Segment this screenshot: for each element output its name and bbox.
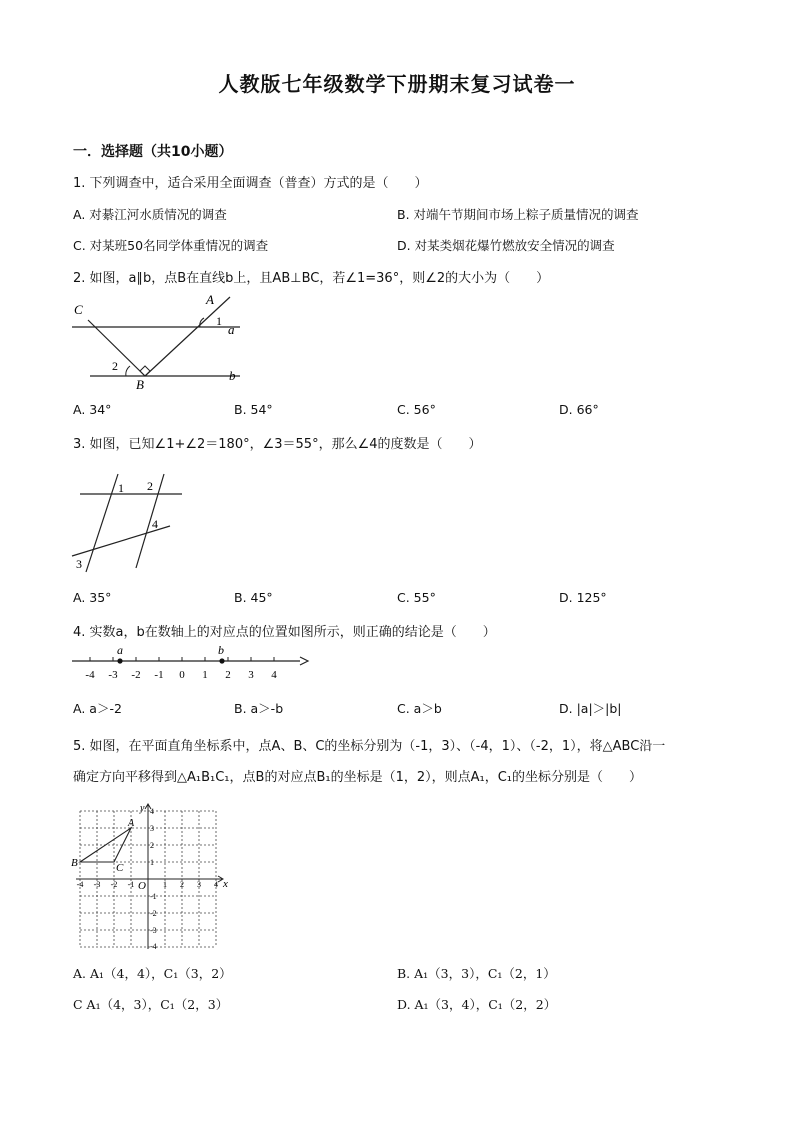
svg-text:1: 1 xyxy=(202,669,208,681)
svg-text:2: 2 xyxy=(150,841,154,850)
label-angle-4: 4 xyxy=(152,517,158,531)
label-c: C xyxy=(74,302,83,317)
q2-figure xyxy=(70,292,245,392)
q4-number-line xyxy=(70,644,310,684)
q2-option-a: A. 34° xyxy=(73,402,112,417)
page-title: 人教版七年级数学下册期末复习试卷一 xyxy=(218,72,576,96)
q3-option-d: D. 125° xyxy=(559,590,607,605)
svg-text:-1: -1 xyxy=(150,892,157,901)
svg-text:-4: -4 xyxy=(76,880,84,889)
q3-option-c: C. 55° xyxy=(397,590,436,605)
label-angle-1: 1 xyxy=(216,314,222,328)
svg-text:1: 1 xyxy=(150,858,154,867)
svg-text:3: 3 xyxy=(248,669,254,681)
q1-option-c: C. 对某班50名同学体重情况的调查 xyxy=(73,238,269,253)
question-stem: 下列调查中，适合采用全面调查（普查）方式的是（ ） xyxy=(89,176,428,191)
q3-option-b: B. 45° xyxy=(234,590,273,605)
q1-option-a: A. 对綦江河水质情况的调查 xyxy=(73,207,227,222)
label-line-b: b xyxy=(229,368,236,383)
question-stem: 实数a，b在数轴上的对应点的位置如图所示，则正确的结论是（ ） xyxy=(89,625,496,640)
q5-coordinate-grid xyxy=(70,803,235,950)
label-angle-3: 3 xyxy=(76,557,82,571)
label-b: b xyxy=(218,644,224,657)
question-number: 5. xyxy=(73,739,86,754)
svg-text:-2: -2 xyxy=(150,909,157,918)
q3-figure xyxy=(70,470,185,575)
q4-option-a: A. a＞-2 xyxy=(73,701,122,716)
right-angle-mark xyxy=(140,366,150,376)
question-number: 2. xyxy=(73,271,86,286)
triangle-abc xyxy=(80,828,131,862)
svg-text:-2: -2 xyxy=(110,880,118,889)
q1-option-d: D. 对某类烟花爆竹燃放安全情况的调查 xyxy=(397,238,615,253)
label-angle-1: 1 xyxy=(118,481,124,495)
question-5-line-2: 确定方向平移得到△A₁B₁C₁，点B的对应点B₁的坐标是（1，2），则点A₁，C₁的坐标分别是（ ） xyxy=(73,770,643,785)
svg-text:2: 2 xyxy=(180,880,184,889)
svg-text:-1: -1 xyxy=(154,669,164,681)
svg-text:4: 4 xyxy=(214,880,218,889)
svg-text:-2: -2 xyxy=(131,669,141,681)
svg-text:-3: -3 xyxy=(93,880,101,889)
angle-2-arc xyxy=(126,366,130,376)
q1-option-b: B. 对端午节期间市场上粽子质量情况的调查 xyxy=(397,207,639,222)
question-1 xyxy=(73,172,428,191)
point-a xyxy=(117,658,122,663)
axis-arrow xyxy=(300,657,308,665)
question-stem: 如图，已知∠1+∠2＝180°，∠3＝55°，那么∠4的度数是（ ） xyxy=(89,437,482,452)
label-a: A xyxy=(128,818,135,829)
svg-text:2: 2 xyxy=(225,669,231,681)
tick-labels xyxy=(85,669,277,681)
q5-option-a: A. A₁（4，4），C₁（3，2） xyxy=(73,966,232,981)
svg-text:3: 3 xyxy=(150,824,154,833)
question-5 xyxy=(73,735,665,754)
svg-text:-4: -4 xyxy=(150,942,157,950)
svg-text:4: 4 xyxy=(150,807,154,816)
label-angle-2: 2 xyxy=(112,359,118,373)
x-tick-labels xyxy=(77,880,218,889)
svg-text:-3: -3 xyxy=(108,669,118,681)
q4-option-b: B. a＞-b xyxy=(234,701,284,716)
section-heading: 一．选择题（共10小题） xyxy=(73,144,233,160)
label-c: C xyxy=(116,862,124,874)
question-number: 3. xyxy=(73,437,86,452)
svg-text:-1: -1 xyxy=(127,880,135,889)
q5-option-d: D. A₁（3，4），C₁（2，2） xyxy=(397,997,557,1012)
question-4 xyxy=(73,621,496,640)
svg-text:3: 3 xyxy=(197,880,201,889)
label-a-point: A xyxy=(206,292,214,307)
svg-text:1: 1 xyxy=(163,880,167,889)
label-angle-2: 2 xyxy=(147,479,153,493)
point-b xyxy=(219,658,224,663)
q2-option-c: C. 56° xyxy=(397,402,436,417)
q5-option-c: C A₁（4，3），C₁（2，3） xyxy=(73,997,229,1012)
question-number: 1. xyxy=(73,176,86,191)
label-y: y xyxy=(140,803,145,814)
question-stem: 如图，a∥b，点B在直线b上，且AB⊥BC，若∠1=36°，则∠2的大小为（ ） xyxy=(89,271,550,286)
label-line-a: a xyxy=(228,322,235,337)
q4-option-d: D. |a|＞|b| xyxy=(559,701,622,716)
label-b-point: B xyxy=(136,377,144,392)
line-ab xyxy=(145,297,230,376)
label-a: a xyxy=(117,644,123,657)
q2-option-d: D. 66° xyxy=(559,402,599,417)
svg-text:0: 0 xyxy=(179,669,185,681)
q2-option-b: B. 54° xyxy=(234,402,273,417)
label-x: x xyxy=(223,878,228,890)
label-origin: O xyxy=(138,880,146,892)
question-3 xyxy=(73,433,482,452)
label-b: B xyxy=(71,857,78,869)
question-stem: 如图，在平面直角坐标系中，点A、B、C的坐标分别为（-1，3）、（-4，1）、（-2，1），将△ABC沿一 xyxy=(89,739,666,754)
q4-option-c: C. a＞b xyxy=(397,701,442,716)
question-number: 4. xyxy=(73,625,86,640)
svg-text:-3: -3 xyxy=(150,926,157,935)
left-transversal xyxy=(86,474,118,572)
svg-text:-4: -4 xyxy=(85,669,95,681)
svg-text:4: 4 xyxy=(271,669,277,681)
q3-option-a: A. 35° xyxy=(73,590,112,605)
question-2 xyxy=(73,267,549,286)
q5-option-b: B. A₁（3，3），C₁（2，1） xyxy=(397,966,556,981)
